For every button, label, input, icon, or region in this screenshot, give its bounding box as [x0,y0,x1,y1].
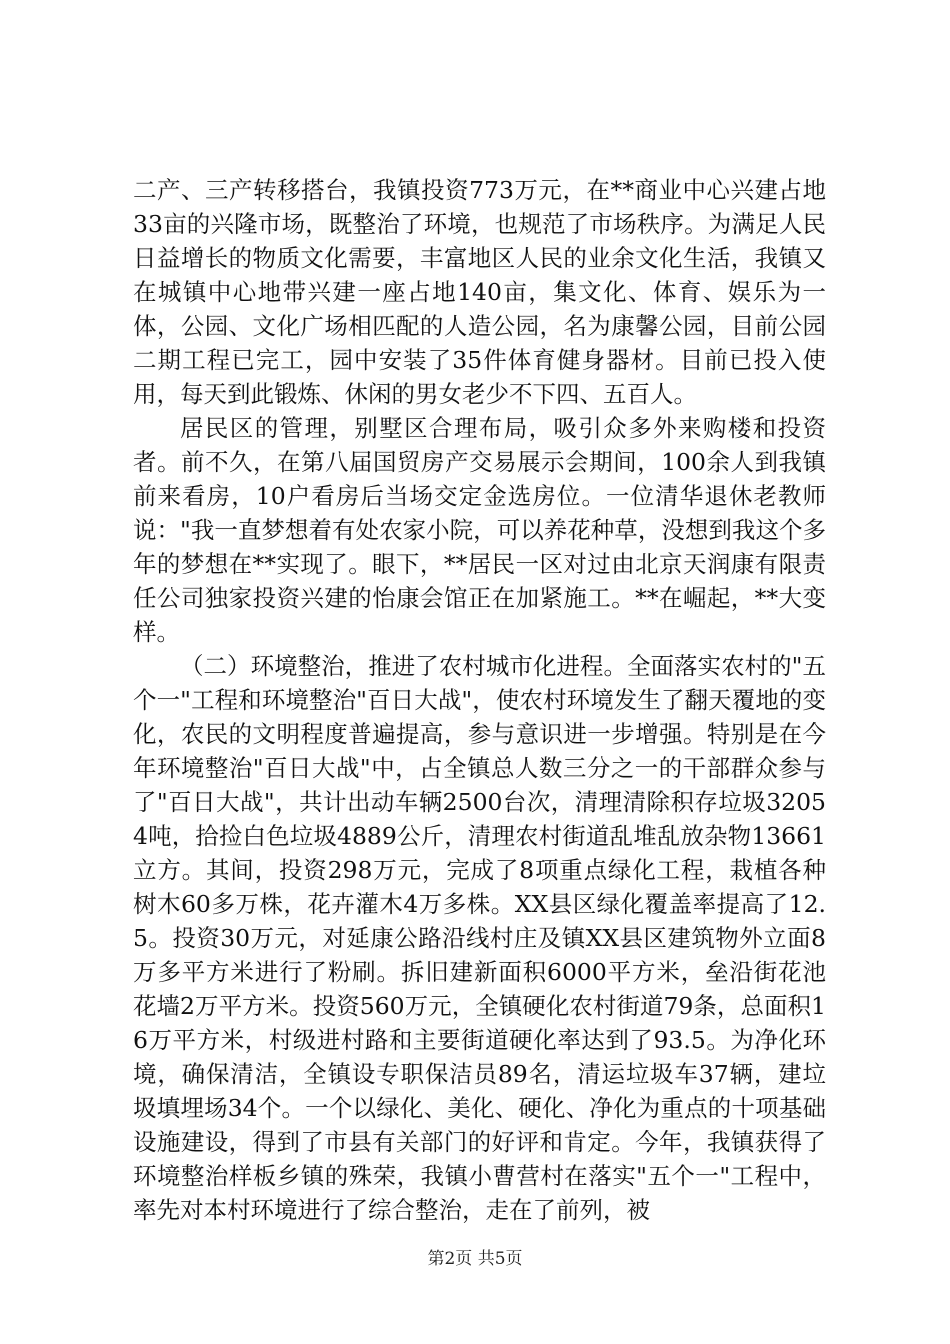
paragraph-residential-area: 居民区的管理，别墅区合理布局，吸引众多外来购楼和投资者。前不久，在第八届国贸房产交易展示会期间，100余人到我镇前来看房，10户看房后当场交定金选房位。一位清华退休老教师说："我一直梦想着有处农家小院，可以养花种草，没想到我这个多年的梦想在**实现了。眼下，**居民一区对过由北京天润康有限责任公司独家投资兴建的怡康会馆正在加紧施工。**在崛起，**大变样。 [133,414,826,646]
paragraph-environment-improvement: （二）环境整治，推进了农村城市化进程。全面落实农村的"五个一"工程和环境整治"百日大战"，使农村环境发生了翻天覆地的变化，农民的文明程度普遍提高，参与意识进一步增强。特别是在今年环境整治"百日大战"中，占全镇总人数三分之一的干部群众参与了"百日大战"，共计出动车辆2500台次，清理清除积存垃圾32054吨，拾捡白色垃圾4889公斤，清理农村街道乱堆乱放杂物13661立方。其间，投资298万元，完成了8项重点绿化工程，栽植各种树木60多万株，花卉灌木4万多株。XX县区绿化覆盖率提高了12.5。投资30万元，对延康公路沿线村庄及镇XX县区建筑物外立面8万多平方米进行了粉刷。拆旧建新面积6000平方米，垒沿街花池花墙2万平方米。投资560万元，全镇硬化农村街道79条，总面积16万平方米，村级进村路和主要街道硬化率达到了93.5。为净化环境，确保清洁，全镇设专职保洁员89名，清运垃圾车37辆，建垃圾填埋场34个。一个以绿化、美化、硬化、净化为重点的十项基础设施建设，得到了市县有关部门的好评和肯定。今年，我镇获得了环境整治样板乡镇的殊荣，我镇小曹营村在落实"五个一"工程中，率先对本村环境进行了综合整治，走在了前列，被 [133,652,826,1224]
paragraph-continuation: 二产、三产转移搭台，我镇投资773万元，在**商业中心兴建占地33亩的兴隆市场，既整治了环境，也规范了市场秩序。为满足人民日益增长的物质文化需要，丰富地区人民的业余文化生活，我镇又在城镇中心地带兴建一座占地140亩，集文化、体育、娱乐为一体，公园、文化广场相匹配的人造公园，名为康馨公园，目前公园二期工程已完工，园中安装了35件体育健身器材。目前已投入使用，每天到此锻炼、休闲的男女老少不下四、五百人。 [133,176,826,408]
page-number: 第2页 共5页 [427,1249,523,1269]
page-footer [0,1248,950,1270]
document-body [133,173,826,1227]
